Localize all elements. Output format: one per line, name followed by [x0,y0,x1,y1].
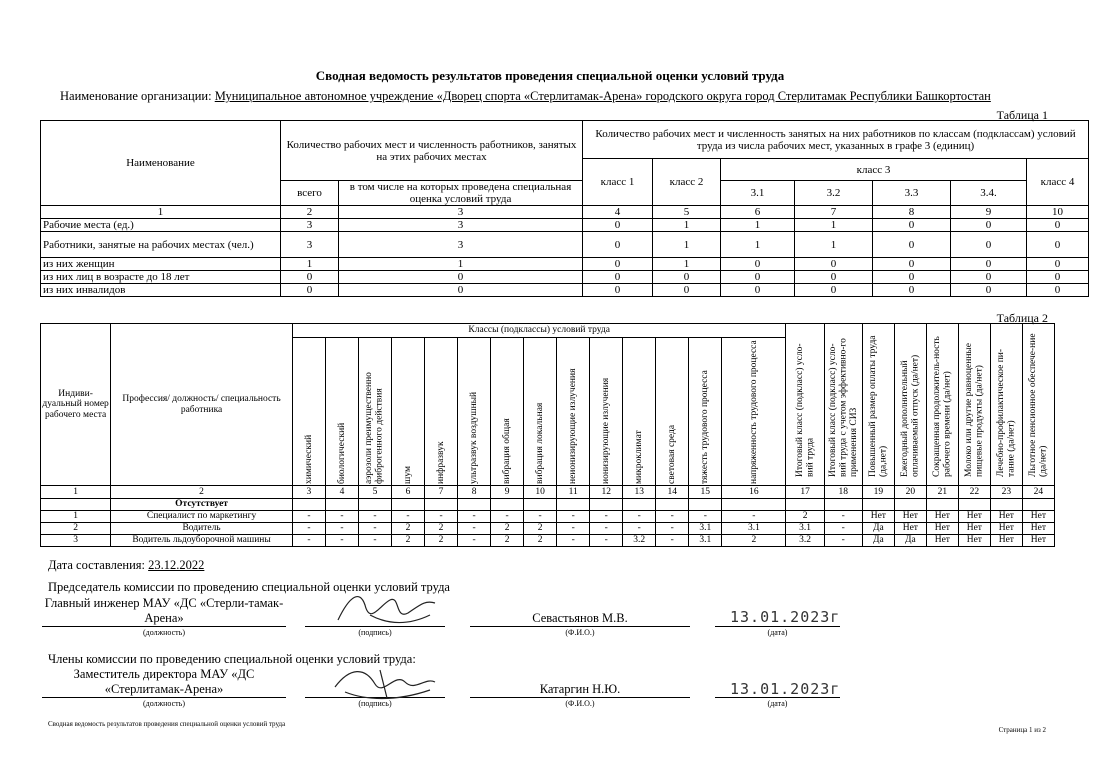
t1-header-classes: Количество рабочих мест и численность занятых на них работников по классам (подклассам) условий труда из числа рабочих мест, указанных в графе 3 (единиц) [583,121,1089,159]
chair-name: Севастьянов М.В. [532,611,628,625]
t2-header-vcol: ионизирующие излучения [600,377,611,484]
t1-cell: 0 [873,232,951,258]
organization-label: Наименование организации: [60,89,212,103]
t2-cell: - [689,511,722,523]
t1-header-name: Наименование [41,121,281,206]
t2-row-name: Водитель льдоуборочной машины [111,535,293,547]
t2-cell: Нет [894,511,926,523]
t2-cell: 3.1 [689,523,722,535]
t1-header-class2: класс 2 [653,159,721,206]
t2-cell: 2 [491,535,524,547]
chair-date: 13.01.2023г [730,608,841,626]
t1-header-32: 3.2 [795,181,873,206]
t2-cell: - [358,523,391,535]
t2-num: 1 [41,486,111,499]
t2-cell: Нет [862,511,894,523]
t1-row [41,284,1089,297]
t1-cell: 0 [951,271,1027,284]
caption-fio: (Ф.И.О.) [565,628,595,637]
t1-header-assessed: в том числе на которых проведена специальная оценка условий труда [339,181,583,206]
t1-cell: 0 [951,284,1027,297]
t2-header-vcol: ультразвук воздушный [468,391,479,484]
t2-cell: Нет [958,523,990,535]
member-name-line [470,697,690,698]
t2-header-classes: Классы (подклассы) условий труда [292,324,786,338]
t1-cell: 0 [653,284,721,297]
t2-number-row [41,486,1055,499]
t1-cell: 0 [583,219,653,232]
t1-cell: 1 [653,258,721,271]
t1-cell: 1 [721,232,795,258]
t2-num: 20 [894,486,926,499]
t2-cell: 3.1 [786,523,824,535]
t2-cell: - [325,535,358,547]
t2-cell: - [358,535,391,547]
t1-cell: 3 [339,219,583,232]
t2-num: 24 [1022,486,1054,499]
t1-num: 3 [339,206,583,219]
t1-cell: 0 [583,271,653,284]
t2-header-vcol: химический [303,434,314,484]
member-position-line [42,697,286,698]
t2-num: 21 [926,486,958,499]
t2-row [41,523,1055,535]
t2-cell: 2 [524,523,557,535]
t2-num: 19 [862,486,894,499]
t1-cell: 1 [795,219,873,232]
t2-cell: - [325,523,358,535]
t2-header-profession: Профессия/ должность/ специальность работника [111,324,293,486]
t2-header-vcol: вибрация общая [501,417,512,484]
t2-cell: Нет [1022,511,1054,523]
t2-cell: Нет [990,523,1022,535]
t2-cell: Нет [990,535,1022,547]
t2-cell: - [292,535,325,547]
t2-header-vcol: биологический [336,422,347,484]
t2-cell: Нет [894,523,926,535]
t1-header-class3: класс 3 [721,159,1027,181]
t2-cell: Нет [1022,535,1054,547]
t2-header-vcol: Молоко или другие равноценные пищевые продукты (да/нет) [963,342,985,477]
t2-header-id: Индиви-дуальный номер рабочего места [41,324,111,486]
page-title: Сводная ведомость результатов проведения специальной оценки условий труда [315,68,785,83]
t2-row [41,535,1055,547]
t2-header-vcol: Повышенный размер оплаты труда (да,нет) [867,334,889,477]
t2-num: 4 [325,486,358,499]
table1 [40,120,1089,297]
t1-cell: 0 [721,258,795,271]
caption-date: (дата) [767,699,788,708]
t1-row-name: Работники, занятые на рабочих местах (чел.) [41,232,281,258]
t2-num: 18 [824,486,862,499]
t1-row-name: из них инвалидов [41,284,281,297]
t1-num: 10 [1027,206,1089,219]
chair-name-line [470,626,690,627]
caption-signature: (подпись) [358,699,392,708]
t2-cell: Да [862,535,894,547]
t2-header-vcol: Ежегодный дополнительный оплачиваемый отпуск (да/нет) [899,354,921,477]
t1-header-class4: класс 4 [1027,159,1089,206]
t1-header-33: 3.3 [873,181,951,206]
t2-cell: 2 [392,535,425,547]
t1-cell: 0 [339,271,583,284]
t2-cell: 2 [722,535,786,547]
t1-cell: 0 [1027,232,1089,258]
t1-num: 9 [951,206,1027,219]
t2-cell: Нет [958,535,990,547]
t1-cell: 0 [281,284,339,297]
t2-cell: Нет [926,523,958,535]
t2-header-vcol: Сокращенная продолжитель-ность рабочего времени (да/нет) [931,335,953,477]
t2-num: 2 [111,486,293,499]
t2-cell: Нет [926,535,958,547]
t2-cell: - [590,535,623,547]
t2-num: 15 [689,486,722,499]
t1-num: 1 [41,206,281,219]
t1-row [41,232,1089,258]
t2-cell: 2 [524,535,557,547]
t1-cell: 0 [873,219,951,232]
t1-cell: 3 [339,232,583,258]
t2-num: 8 [458,486,491,499]
table2 [40,323,1055,547]
t1-cell: 1 [653,219,721,232]
t2-cell: 3.1 [689,535,722,547]
t1-cell: 0 [873,258,951,271]
t1-cell: 0 [951,219,1027,232]
t1-cell: 0 [721,284,795,297]
compile-date [48,558,204,573]
t2-cell: 3.1 [722,523,786,535]
t1-cell: 0 [1027,271,1089,284]
footer-left: Сводная ведомость результатов проведения специальной оценки условий труда [48,720,286,728]
t2-num: 3 [292,486,325,499]
t1-cell: 0 [873,284,951,297]
t1-cell: 0 [795,284,873,297]
t1-cell: 0 [951,232,1027,258]
t1-cell: 1 [281,258,339,271]
t1-num: 2 [281,206,339,219]
t2-num: 10 [524,486,557,499]
t1-cell: 0 [583,258,653,271]
table1-label: Таблица 1 [996,108,1048,122]
t2-header-vcol: напряженность трудового процесса [748,339,759,484]
t1-cell: 1 [339,258,583,271]
t2-header-vcol: Льготное пенсионное обеспече-ние (да/нет) [1027,332,1049,477]
t2-row [41,511,1055,523]
t2-header-vcol: инфразвук [435,440,446,484]
footer-page: Страница 1 из 2 [998,726,1046,734]
t2-row-id: 2 [41,523,111,535]
t2-header-vcol: неионизирующие излучения [567,368,578,484]
t2-row-id: 3 [41,535,111,547]
t1-row [41,258,1089,271]
chair-position: Главный инженер МАУ «ДС «Стерли-тамак-Арена» [44,596,284,625]
t2-cell: - [557,523,590,535]
t2-cell: - [722,511,786,523]
t2-cell: - [392,511,425,523]
t1-cell: 1 [795,232,873,258]
t2-cell: - [491,511,524,523]
member-date: 13.01.2023г [730,680,841,698]
t1-header-total: всего [281,181,339,206]
t2-cell: 2 [392,523,425,535]
t2-cell: - [656,535,689,547]
t2-cell: - [656,523,689,535]
members-heading: Члены комиссии по проведению специальной оценки условий труда: [48,652,416,666]
t1-cell: 0 [653,271,721,284]
t2-cell: - [824,535,862,547]
t2-header-vcol: аэрозоли преимущественно фиброгенного действия [364,371,385,484]
t1-cell: 0 [795,271,873,284]
caption-position: (должность) [143,699,185,708]
chair-heading: Председатель комиссии по проведению специальной оценки условий труда [48,580,450,594]
t2-cell: Да [862,523,894,535]
t2-header-vcol: Итоговый класс (подкласс) усло-вий труда [794,343,816,477]
t2-cell: - [557,535,590,547]
t1-cell: 0 [583,284,653,297]
t2-row-name: Специалист по маркетингу [111,511,293,523]
t2-cell: 2 [425,523,458,535]
t2-cell: Нет [958,511,990,523]
caption-date: (дата) [767,628,788,637]
t2-header-vcol: тяжесть трудового процесса [700,369,711,484]
t1-num: 7 [795,206,873,219]
t1-cell: 1 [653,232,721,258]
t1-cell: 1 [721,219,795,232]
t2-cell: 3.2 [786,535,824,547]
organization-line [60,89,991,104]
t2-cell: - [292,511,325,523]
t1-cell: 3 [281,219,339,232]
t1-cell: 0 [951,258,1027,271]
member-name: Катаргин Н.Ю. [539,682,621,696]
t2-cell: - [623,511,656,523]
t1-cell: 0 [339,284,583,297]
t1-cell: 0 [1027,258,1089,271]
t1-header-count: Количество рабочих мест и численность работников, занятых на этих рабочих местах [281,121,583,181]
t2-header-vcol: Лечебно-профилактическое пи-тание (да/нет) [995,348,1017,477]
t2-num: 22 [958,486,990,499]
caption-position: (должность) [143,628,185,637]
t2-num: 16 [722,486,786,499]
t2-cell: - [292,523,325,535]
t2-cell: 2 [786,511,824,523]
t2-num: 14 [656,486,689,499]
t1-cell: 0 [721,271,795,284]
t2-cell: - [824,511,862,523]
t2-header-vcol: шум [402,465,413,484]
t2-cell: - [325,511,358,523]
t2-row-id: 1 [41,511,111,523]
t1-cell: 0 [281,271,339,284]
t2-cell: - [557,511,590,523]
t2-section-title: Отсутствует [111,499,293,511]
t2-num: 7 [425,486,458,499]
t2-cell: 2 [491,523,524,535]
t1-header-class1: класс 1 [583,159,653,206]
chair-position-line [42,626,286,627]
t2-cell: 2 [425,535,458,547]
t2-num: 12 [590,486,623,499]
t2-cell: - [524,511,557,523]
t2-num: 13 [623,486,656,499]
t2-cell: - [590,523,623,535]
t2-cell: 3.2 [623,535,656,547]
t2-cell: - [623,523,656,535]
t2-num: 6 [392,486,425,499]
t1-cell: 0 [1027,284,1089,297]
t2-cell: Да [894,535,926,547]
t2-cell: - [425,511,458,523]
t2-num: 23 [990,486,1022,499]
t1-row-name: из них женщин [41,258,281,271]
t1-row-name: из них лиц в возрасте до 18 лет [41,271,281,284]
t1-num: 5 [653,206,721,219]
member-position: Заместитель директора МАУ «ДС «Стерлитамак-Арена» [73,667,255,696]
compile-date-value: 23.12.2022 [148,558,205,572]
t2-cell: - [358,511,391,523]
t1-cell: 0 [873,271,951,284]
t2-cell: Нет [990,511,1022,523]
t2-cell: - [656,511,689,523]
chair-date-line [715,626,840,627]
organization-name: Муниципальное автономное учреждение «Дворец спорта «Стерлитамак-Арена» городского округа город Стерлитамак Республики Башкортостан [214,89,991,103]
t2-cell: - [590,511,623,523]
t2-num: 11 [557,486,590,499]
t1-header-31: 3.1 [721,181,795,206]
t2-cell: - [458,523,491,535]
t1-num: 6 [721,206,795,219]
t1-cell: 3 [281,232,339,258]
t2-num: 5 [358,486,391,499]
t2-header-vcol: Итоговый класс (подкласс) усло-вий труда с учетом эффективно-го применения СИЗ [827,337,859,477]
t2-num: 17 [786,486,824,499]
t1-number-row [41,206,1089,219]
t2-cell: - [458,535,491,547]
caption-signature: (подпись) [358,628,392,637]
t2-header-vcol: вибрация локальная [534,402,545,484]
t2-num: 9 [491,486,524,499]
t2-cell: - [458,511,491,523]
table2-label: Таблица 2 [996,311,1048,325]
t1-row [41,219,1089,232]
t1-cell: 0 [795,258,873,271]
compile-date-label: Дата составления: [48,558,145,572]
t1-num: 4 [583,206,653,219]
t2-header-vcol: световая среда [667,424,678,484]
t1-cell: 0 [583,232,653,258]
t1-row-name: Рабочие места (ед.) [41,219,281,232]
t1-num: 8 [873,206,951,219]
t2-cell: - [824,523,862,535]
member-date-line [715,697,840,698]
t2-header-vcol: микроклимат [633,429,644,484]
t2-row-name: Водитель [111,523,293,535]
t2-cell: Нет [1022,523,1054,535]
t1-header-34: 3.4. [951,181,1027,206]
t2-cell: Нет [926,511,958,523]
t1-row [41,271,1089,284]
caption-fio: (Ф.И.О.) [565,699,595,708]
t1-cell: 0 [1027,219,1089,232]
